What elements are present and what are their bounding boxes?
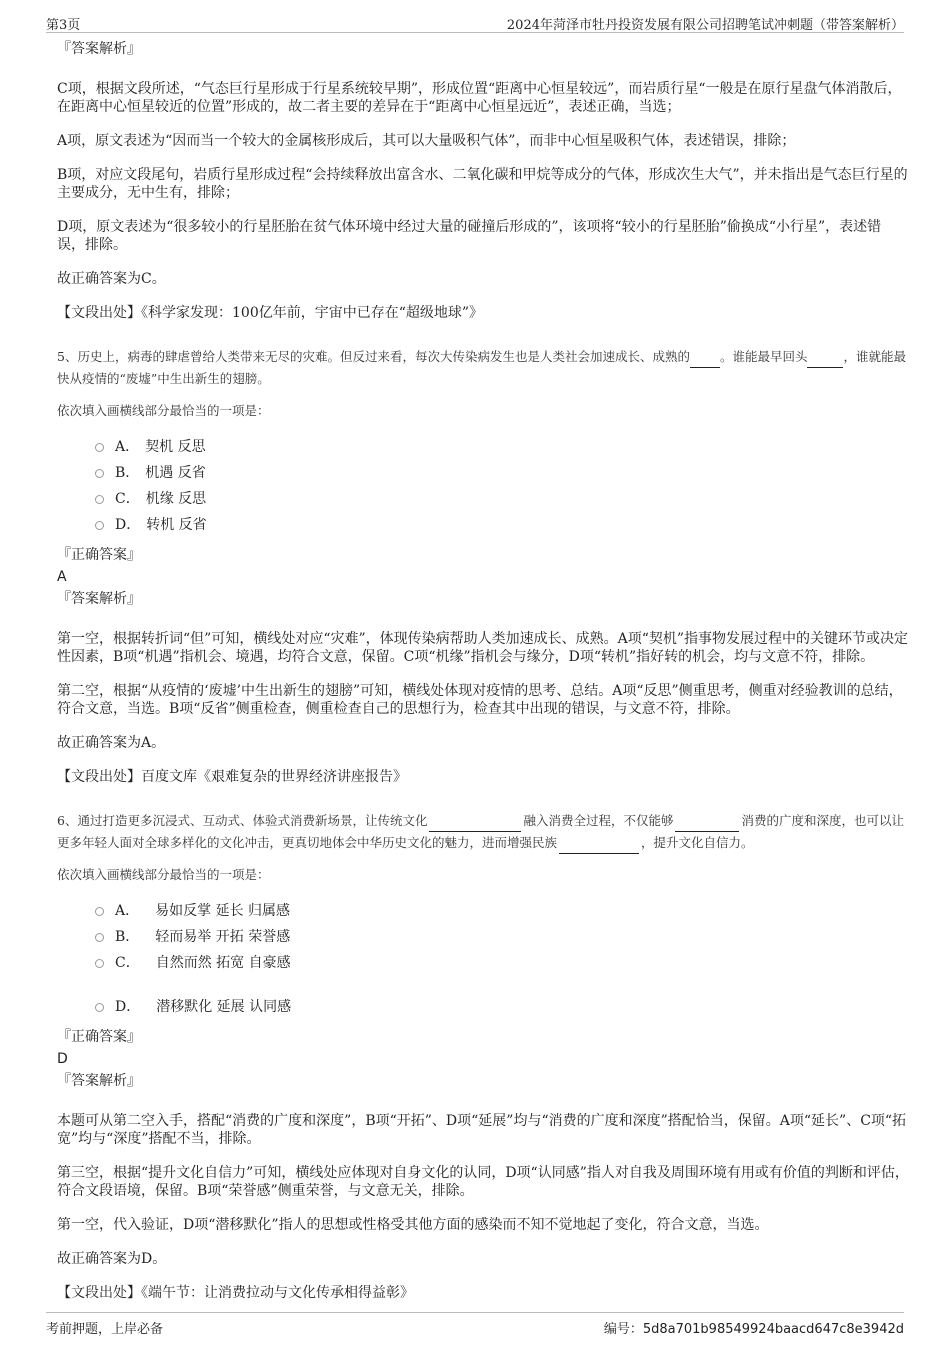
document-code [604, 1318, 904, 1337]
option-d[interactable] [95, 994, 909, 1020]
analysis-label: 『答案解析』 [57, 1073, 141, 1089]
option-letter: B． [115, 465, 140, 481]
analysis-paragraph: 第三空，根据“提升文化自信力”可知，横线处应体现对自身文化的认同，D项“认同感”指人对自我及周围环境有用或有价值的判断和评估，符合文段语境，保留。B项“荣誉感”侧重荣誉，与文意无关，排除。 [57, 1165, 909, 1199]
source-text: 《端午节：让消费拉动与文化传承相得益彰》 [141, 1285, 414, 1301]
option-c[interactable] [95, 950, 909, 976]
prev-conclusion: 故正确答案为C。 [57, 271, 166, 287]
prev-analysis-d: D项，原文表述为“很多较小的行星胚胎在贫气体环境中经过大量的碰撞后形成的”，该项将“较小的行星胚胎”偷换成“小行星”，表述错误，排除。 [57, 219, 882, 253]
correct-answer-value: D [57, 1051, 68, 1067]
option-text: 自然而然 拓宽 自豪感 [155, 955, 291, 971]
correct-answer-label: 『正确答案』 [57, 1029, 141, 1045]
footer-slogan: 考前押题，上岸必备 [46, 1322, 164, 1337]
option-text: 机遇 反省 [145, 465, 206, 481]
page-header [46, 12, 904, 33]
question-5-stem [57, 346, 909, 390]
document-title: 2024年菏泽市牡丹投资发展有限公司招聘笔试冲刺题（带答案解析） [506, 18, 904, 33]
fill-blank [690, 353, 720, 368]
option-text: 易如反掌 延长 归属感 [155, 903, 291, 919]
page-footer [46, 1312, 904, 1337]
option-letter: A． [115, 903, 140, 919]
option-a[interactable] [95, 898, 909, 924]
page-number: 第3页 [46, 18, 81, 33]
stem-part: 6、通过打造更多沉浸式、互动式、体验式消费新场景，让传统文化 [57, 813, 428, 828]
fill-blank [807, 353, 843, 368]
radio-icon[interactable] [95, 521, 104, 530]
radio-icon[interactable] [95, 469, 104, 478]
prev-analysis-a: A项，原文表述为“因而当一个较大的金属核形成后，其可以大量吸积气体”，而非中心恒星吸积气体，表述错误，排除； [57, 133, 796, 149]
question-5-options [95, 434, 909, 538]
option-b[interactable] [95, 460, 909, 486]
correct-answer-label: 『正确答案』 [57, 547, 141, 563]
option-letter: A． [115, 439, 140, 455]
source-text: 百度文库《艰难复杂的世界经济讲座报告》 [141, 769, 407, 785]
code-value: 5d8a701b98549924baacd647c8e3942d [642, 1322, 904, 1337]
source-label: 【文段出处】 [57, 769, 141, 785]
correct-answer-value: A [57, 569, 67, 585]
stem-part: ，谁就能最快从疫情的“废墟”中生出新生的翅膀。 [57, 349, 906, 386]
prev-analysis-c: C项，根据文段所述，“气态巨行星形成于行星系统较早期”，形成位置“距离中心恒星较远”，而岩质行星“一般是在原行星盘气体消散后，在距离中心恒星较近的位置”形成的，故二者主要的差异在于“距离中心恒星远近”，表述正确，当选； [57, 81, 902, 115]
option-letter: C． [115, 955, 140, 971]
option-text: 转机 反省 [146, 517, 207, 533]
analysis-label: 『答案解析』 [57, 591, 141, 607]
radio-icon[interactable] [95, 495, 104, 504]
prev-analysis-b: B项，对应文段尾句，岩质行星形成过程“会持续释放出富含水、二氧化碳和甲烷等成分的气体，形成次生大气”，并未指出是气态巨行星的主要成分，无中生有，排除； [57, 167, 908, 201]
conclusion: 故正确答案为A。 [57, 735, 166, 751]
option-a[interactable] [95, 434, 909, 460]
source [57, 768, 909, 786]
question-5-instruction: 依次填入画横线部分最恰当的一项是： [57, 403, 270, 418]
option-text: 轻而易举 开拓 荣誉感 [155, 929, 291, 945]
question-6-stem [57, 810, 909, 854]
radio-icon[interactable] [95, 907, 104, 916]
option-b[interactable] [95, 924, 909, 950]
option-letter: D． [115, 517, 141, 533]
analysis-paragraph: 第一空，根据转折词“但”可知，横线处对应“灾难”，体现传染病帮助人类加速成长、成熟。A项“契机”指事物发展过程中的关键环节或决定性因素，B项“机遇”指机会、境遇，均符合文意，保留。C项“机缘”指机会与缘分，D项“转机”指好转的机会，均与文意不符，排除。 [57, 631, 909, 665]
fill-blank [675, 817, 739, 832]
stem-part: ，提升文化自信力。 [641, 835, 754, 850]
option-text: 潜移默化 延展 认同感 [156, 999, 292, 1015]
prev-analysis-label: 『答案解析』 [57, 41, 141, 57]
question-6-options [95, 898, 909, 1020]
fill-blank [559, 839, 639, 854]
stem-part: 消费的广度和深度，也可以让更多年轻人面对全球多样化的文化冲击，更真切地体会中华历史文化的魅力，进而增强民族 [57, 813, 904, 850]
prev-source [57, 304, 909, 322]
source-text: 《科学家发现：100亿年前，宇宙中已存在“超级地球”》 [141, 305, 484, 321]
source-label: 【文段出处】 [57, 305, 141, 321]
analysis-paragraph: 第二空，根据“从疫情的‘废墟’中生出新生的翅膀”可知，横线处体现对疫情的思考、总结。A项“反思”侧重思考，侧重对经验教训的总结，符合文意，当选。B项“反省”侧重检查，侧重检查自己的思想行为，检查其中出现的错误，与文意不符，排除。 [57, 683, 903, 717]
source-label: 【文段出处】 [57, 1285, 141, 1301]
option-text: 机缘 反思 [145, 491, 207, 507]
option-d[interactable] [95, 512, 909, 538]
option-letter: D． [115, 999, 141, 1015]
option-c[interactable] [95, 486, 909, 512]
stem-part: 融入消费全过程，不仅能够 [523, 813, 674, 828]
radio-icon[interactable] [95, 1003, 104, 1012]
radio-icon[interactable] [95, 959, 104, 968]
source [57, 1284, 909, 1302]
stem-part: 5、历史上，病毒的肆虐曾给人类带来无尽的灾难。但反过来看，每次大传染病发生也是人类社会加速成长、成熟的 [57, 349, 690, 364]
question-6-instruction: 依次填入画横线部分最恰当的一项是： [57, 867, 270, 882]
analysis-paragraph: 第一空，代入验证，D项“潜移默化”指人的思想或性格受其他方面的感染而不知不觉地起了变化，符合文意，当选。 [57, 1217, 769, 1233]
code-label: 编号： [603, 1322, 643, 1337]
document-body [57, 40, 909, 1326]
conclusion: 故正确答案为D。 [57, 1251, 167, 1267]
option-letter: B． [115, 929, 140, 945]
option-text: 契机 反思 [145, 439, 206, 455]
option-letter: C． [115, 491, 140, 507]
analysis-paragraph: 本题可从第二空入手，搭配“消费的广度和深度”，B项“开拓”、D项“延展”均与“消费的广度和深度”搭配恰当，保留。A项“延长”、C项“拓宽”均与“深度”搭配不当，排除。 [57, 1113, 907, 1147]
radio-icon[interactable] [95, 933, 104, 942]
stem-part: 。谁能最早回头 [719, 349, 808, 364]
fill-blank [429, 817, 521, 832]
radio-icon[interactable] [95, 443, 104, 452]
